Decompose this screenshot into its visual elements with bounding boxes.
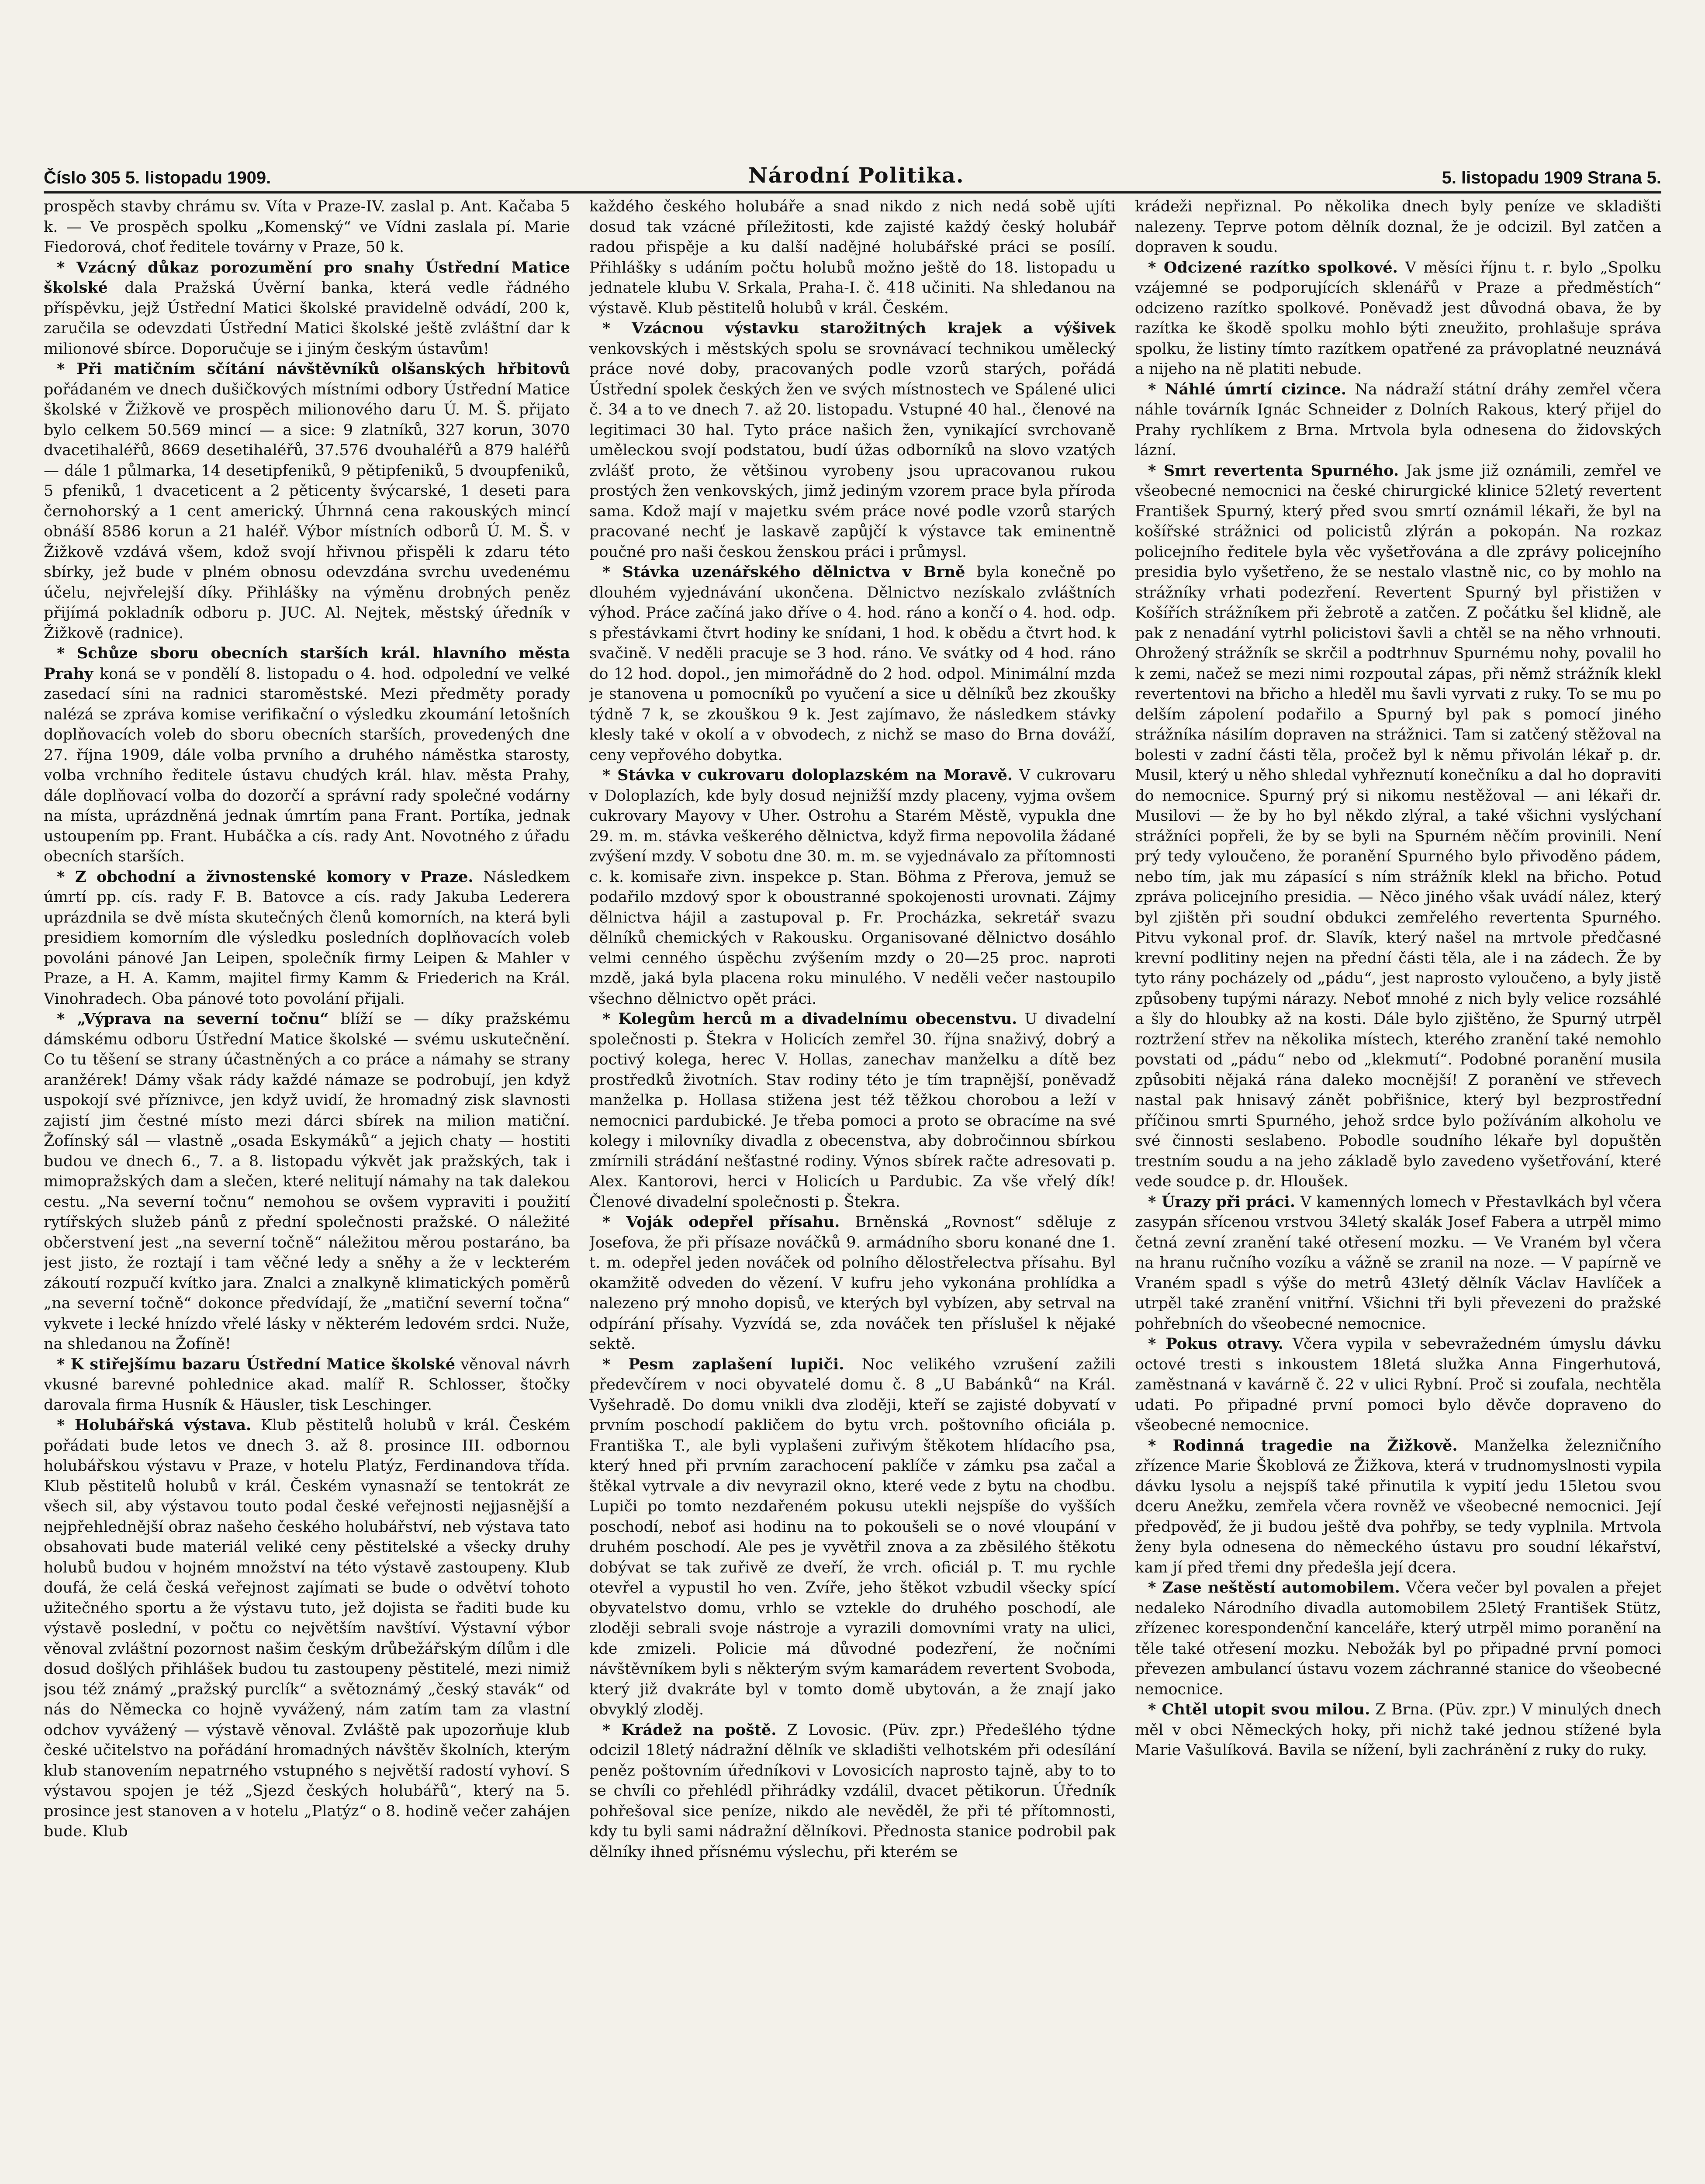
article-paragraph <box>1135 1436 1661 1578</box>
article-headline: * Pokus otravy. <box>1148 1335 1283 1353</box>
article-text: věnoval návrh vkusné barevné pohlednice akad. malíř R. Schlosser, štočky darovala firma Husník & Häusler, tisk Leschinger. <box>44 1355 570 1414</box>
article-paragraph <box>44 867 570 1009</box>
article-text: Brněnská „Rovnost“ sděluje z Josefova, že při přísaze nováčků 9. armádního sboru konané dne 1. t. m. odepřel jeden nováček od polního dělostřelectva přísahu. Byl okamžitě odveden do vězení. V kufru jeho vykonána prohlídka a nalezeno prý mnoho dopisů, ve kterých byl vybízen, aby setrval na odpírání přísahy. Vyzvídá se, zda nováček ten příslušel k nějaké sektě. <box>589 1213 1116 1353</box>
article-headline: * Kolegům herců m a divadelnímu obecenstvu. <box>602 1010 1017 1028</box>
article-paragraph <box>589 1212 1116 1355</box>
page-header <box>44 157 1661 194</box>
column-2 <box>589 197 1116 2184</box>
article-text: venkovských i městských spolu se srovnávací technikou umělecký práce nové doby, pracovaných podle vzorů starých, pořádá Ústřední spolek českých žen ve svých místnostech ve Spálené ulici č. 34 a to ve dnech 7. až 20. listopadu. Vstupné 40 hal., členové na legitimaci 30 hal. Tyto práce našich žen, vynikající svrchovaně uměleckou svojí podstatou, budí úžas odborníků na slovo vzatých zvlášť proto, že většinou vyrobeny jsou upracovanou rukou prostých žen venkovských, jimž jediným vzorem prace byla příroda sama. Kdož mají v majetku svém práce nové podle vzorů starých pracované nechť je laskavě zapůjčí k výstavce tak eminentně poučné pro naši českou ženskou práci i průmysl. <box>589 340 1116 561</box>
article-paragraph <box>44 258 570 359</box>
article-text: U divadelní společnosti p. Štekra v Holicích zemřel 30. října snaživý, dobrý a poctivý kolega, herec V. Hollas, zanechav manželku a dítě bez prostředků životních. Stav rodiny této je tím trapnější, poněvadž manželka p. Hollasa stižena jest též těžkou chorobou a leží v nemocnici pardubické. Je třeba pomoci a proto se obracíme na své kolegy i milovníky divadla z obecenstva, aby dobročinnou sbírkou zmírnili strádání nešťastné rodiny. Výnos sbírek račte adresovati p. Alex. Kantorovi, herci v Holicích u Pardubic. Za vše vřelý dík! Členové divadelní společnosti p. Štekra. <box>589 1010 1116 1211</box>
article-paragraph <box>589 562 1116 765</box>
article-headline: * Vzácný důkaz porozumění pro snahy Ústřední Matice školské <box>44 258 570 297</box>
issue-info: Číslo 305 5. listopadu 1909. <box>44 168 271 187</box>
article-headline: * Holubářská výstava. <box>57 1416 252 1434</box>
article-paragraph <box>1135 1192 1661 1334</box>
article-headline: * Odcizené razítko spolkové. <box>1148 258 1398 276</box>
article-paragraph <box>589 1009 1116 1212</box>
article-headline: * Smrt revertenta Spurného. <box>1148 461 1399 480</box>
article-paragraph <box>589 318 1116 562</box>
article-headline: * „Výprava na severní točnu“ <box>57 1010 329 1028</box>
article-text: Z Lovosic. (Püv. zpr.) Předešlého týdne odcizil 18letý nádražní dělník ve skladišti velhotském při odesílání peněz poštovním úředníkovi v Lovosicích naprosto tajně, aby to to se chvíli co přehlédl přihrádky vzdálil, dvacet pětikorun. Úředník pohřešoval sice peníze, nikdo ale nevěděl, že při té přítomnosti, kdy tu byli sami nádražní dělníkovi. Přednosta stanice podrobil pak dělníky ihned přísnému výslechu, při kterém se <box>589 1721 1116 1861</box>
article-paragraph <box>589 1355 1116 1720</box>
article-text: Klub pěstitelů holubů v král. Českém pořádati bude letos ve dnech 3. až 8. prosince III. odbornou holubářskou výstavu v Praze, v hotelu Platýz, Ferdinandova třída. Klub pěstitelů holubů v král. Českém vynasnaží se tentokrát ze všech sil, aby výstavou touto podal české veřejnosti nejjasnější a nejpřehlednější obraz našeho českého holubářství, neb výstava tato obsahovati bude materiál veliké ceny pěstitelské a všecky druhy holubů budou v hojném množství na této výstavě zastoupeny. Klub doufá, že celá česká veřejnost zajímati se bude o odvětví tohoto užitečného sportu a že výstavu tuto, jež dojista se řaditi bude ku výstavě poslední, v počtu co největším navštíví. Výstavní výbor věnoval zvláštní pozornost našim českým drůbežářským dílům i dle dosud došlých přihlášek budou tu zastoupeny pěstitelé, mezi nimiž jsou též známý „pražský purclík“ a světoznámý „český stavák“ od nás do Německa co hojně vyvážený, nám zatím tam za vlastní odchov vyvážený — výstavě věnoval. Zvláště pak upozorňuje klub české učitelstvo na pořádání hromadných návštěv školních, kterým klub stanovením nepatrného vstupného s největší radostí vyhoví. S výstavou spojen je též „Sjezd českých holubářů“, který na 5. prosince jest stanoven a v hotelu „Platýz“ o 8. hodině večer zahájen bude. Klub <box>44 1417 570 1840</box>
article-paragraph <box>44 1009 570 1355</box>
article-paragraph <box>44 1415 570 1842</box>
article-text: Na nádraží státní dráhy zemřel včera náhle továrník Ignác Schneider z Dolních Rakous, který přijel do Prahy rychlíkem z Brna. Mrtvola byla odnesena do židovských lázní. <box>1135 380 1661 459</box>
article-text: V cukrovaru v Doloplazích, kde byly dosud nejnižší mzdy placeny, vyjma ovšem cukrovary Mayovy v Uher. Ostrohu a Starém Městě, vypukla dne 29. m. m. stávka veškerého dělnictva, když firma nepovolila žádané zvýšení mzdy. V sobotu dne 30. m. m. se vyjednávalo za přítomnosti c. k. komisaře zivn. inspekce p. Stan. Böhma z Přerova, jemuž se podařilo mzdový spor k oboustranné spokojenosti urovnati. Zájmy dělnictva hájil a zastupoval p. Fr. Procházka, sekretář svazu dělníků chemických v Rakousku. Organisované dělnictvo dosáhlo velmi cenného úspěchu zvýšením mzdy o 20—25 proc. naproti mzdě, jaká byla placena roku minulého. V neděli večer nastoupilo všechno dělnictvo opět práci. <box>589 767 1116 1008</box>
article-text: Následkem úmrtí pp. cís. rady F. B. Batovce a cís. rady Jakuba Lederera uprázdnila se dvě místa skutečných členů komorních, na která byli presidiem komorním dle výsledku posledních doplňovacích voleb povoláni pánové Jan Leipen, společník firmy Leipen & Mahler v Praze, a H. A. Kamm, majitel firmy Kamm & Friederich na Král. Vinohradech. Oba pánové toto povolání přijali. <box>44 868 570 1008</box>
page-info: 5. listopadu 1909 Strana 5. <box>1442 168 1661 187</box>
article-paragraph <box>1135 197 1661 258</box>
article-headline: * Pesm zaplašení lupiči. <box>602 1355 844 1373</box>
article-paragraph <box>44 1355 570 1416</box>
article-text: každého českého holubáře a snad nikdo z nich nedá sobě ujíti dosud tak vzácné příležitosti, kde zajisté každý český holubář radou přispěje a ku další nadějné holubářské práci se posílí. Přihlášky s udáním počtu holubů možno ještě do 18. listopadu u jednatele klubu V. Srkala, Praha-I. č. 418 učiniti. Na shledanou na výstavě. Klub pěstitelů holubů v král. Českém. <box>589 198 1116 317</box>
article-headline: * Rodinná tragedie na Žižkově. <box>1148 1436 1458 1455</box>
article-paragraph <box>1135 258 1661 380</box>
article-headline: * Zase neštěstí automobilem. <box>1148 1579 1400 1597</box>
article-text: pořádaném ve dnech dušičkových místními odbory Ústřední Matice školské v Žižkově ve prospěch milionového daru Ú. M. Š. přijato bylo celkem 50.569 mincí — a sice: 9 zlatníků, 327 korun, 3070 dvacetihaléřů, 8669 desetihaléřů, 37.576 dvouhaléřů a 879 haléřů — dále 1 půlmarka, 14 desetipfeniků, 9 pětipfeniků, 5 dvoupfeniků, 5 pfeniků, 1 dvaceticent a 2 pěticenty švýcarské, 1 deseti para černohorský a 1 cent americký. Úhrnná cena rakouských mincí obnáší 8586 korun a 21 haléř. Výbor místních odborů Ú. M. Š. v Žižkově vzdává všem, kdož svojí hřivnou přispěli k zdaru této sbírky, jež bude v plném obnosu odevzdána svrchu uvedenému účelu, nejvřelejší díky. Přihlášky na výměnu drobných peněz přijímá pokladník odboru p. JUC. Al. Nejtek, městský úředník v Žižkově (radnice). <box>44 380 570 642</box>
article-headline: * Chtěl utopit svou milou. <box>1148 1700 1370 1718</box>
article-headline: * Při matičním sčítání návštěvníků olšanských hřbitovů <box>57 360 570 378</box>
article-text: Noc velikého vzrušení zažili předevčírem v noci obyvatelé domu č. 8 „U Babánků“ na Král. Vyšehradě. Do domu vnikli dva zloději, kteří se zajisté dobyvatí v prvním poschodí pakličem do bytu vrch. poštovního oficiála p. Františka T., ale byli vyplašeni zuřivým štěkotem hlídacího psa, který hned při prvním zarachocení paklíče v zámku psa začal a štěkal vytrvale a div nevyrazil okno, které vede z bytu na chodbu. Lupiči po tomto nezdařeném pokusu utekli nejspíše do vyšších poschodí, neboť asi hodinu na to pokoušeli se o nové vloupání v druhém poschodí. Ale pes je vyvětřil znova a za zběsilého štěkotu dobývat se tak zuřivě ze dveří, že vrch. oficiál p. T. mu rychle otevřel a vypustil ho ven. Zvíře, jeho štěkot vzbudil všecky spící obyvatelstvo domu, vrhlo se vztekle do druhého poschodí, ale zloději sebrali svoje nástroje a vyrazili domovními vraty na ulici, kde zmizeli. Policie má důvodné podezření, že nočními návštěvníkem byli s některým svým kamarádem revertent Svoboda, který již dvakráte byl v tomto domě ubytován, a že znají jako obvyklý zloděj. <box>589 1355 1116 1718</box>
article-headline: * Náhlé úmrtí cizince. <box>1148 380 1346 398</box>
column-1 <box>44 197 570 2184</box>
column-3 <box>1135 197 1661 2184</box>
article-paragraph <box>589 197 1116 318</box>
article-paragraph <box>589 765 1116 1009</box>
article-paragraph <box>1135 380 1661 461</box>
article-headline: * Krádež na poště. <box>602 1721 777 1739</box>
article-paragraph <box>1135 1334 1661 1436</box>
article-headline: * Úrazy při práci. <box>1148 1192 1295 1211</box>
article-text: Včera večer byl povalen a přejet nedaleko Národního divadla automobilem 25letý František Stütz, zřízenec korespondenční kanceláře, který utrpěl mimo poranění na těle také otřesení mozku. Nebožák byl po připadné první pomoci převezen ambulancí ústavu vozem záchranné stanice do všeobecné nemocnice. <box>1135 1579 1661 1698</box>
article-headline: * Stávka v cukrovaru doloplazském na Moravě. <box>602 766 1013 784</box>
article-paragraph <box>1135 1578 1661 1700</box>
article-paragraph <box>1135 461 1661 1192</box>
article-paragraph <box>44 197 570 258</box>
article-text: V měsíci říjnu t. r. bylo „Spolku vzájemné se podporujících sklenářů v Praze a předměstích“ odcizeno razítko spolkové. Poněvadž jest důvodná obava, že by razítka ke škodě spolku mohlo býti zneužito, prohlašuje správa spolku, že listiny tímto razítkem opatřené za právoplatné neuznává a nijeho na ně platiti nebude. <box>1135 259 1661 378</box>
article-paragraph <box>44 359 570 643</box>
article-text: byla konečně po dlouhém vyjednávání ukončena. Dělnictvo nezískalo zvláštních výhod. Práce začíná jako dříve o 4. hod. ráno a končí o 4. hod. odp. s přestávkami čtvrt hodiny ke snídani, 1 hod. k obědu a čtvrt hod. k svačině. V neděli pracuje se 3 hod. ráno. Ve svátky od 4 hod. ráno do 12 hod. dopol., jen mimořádně do 2 hod. odpol. Minimální mzda je stanovena u pomocníků po vyučení a sice u dělníků bez zkoušky týdně 7 k, se zkouškou 9 k. Jest zajímavo, že následkem stávky klesly také v okolí a v obvodech, z nichž se maso do Brna dováží, ceny vepřového dobytka. <box>589 563 1116 764</box>
article-text: Manželka železničního zřízence Marie Škoblová ze Žižkova, která v trudnomyslnosti vypila dávku lysolu a nejspíš také přinutila k vypití jedu 15letou svou dceru Anežku, zemřela včera rovněž ve všeobecné nemocnici. Její předpověď, že ji budou ještě dva pohřby, se tedy vyplnila. Mrtvola ženy byla odnesena do německého ústavu pro soudní lékařství, kam jí před třemi dny předešla její dcera. <box>1135 1437 1661 1576</box>
article-text: koná se v pondělí 8. listopadu o 4. hod. odpolední ve velké zasedací síni na radnici staroměstské. Mezi předměty porady nalézá se zpráva komise verifikační o výsledku zkoumání letošních doplňovacích voleb do sboru obecních starších, provedených dne 27. října 1909, dále volba prvního a druhého náměstka starosty, volba vrchního ředitele ústavu chudých král. hlav. města Prahy, dále doplňovací volba do dozorčí a správní rady společné vodárny na místa, uprázdněná jednak úmrtím pana Frant. Portíka, jednak ustoupením pp. Frant. Hubáčka a cís. rady Ant. Novotného z úřadu obecních starších. <box>44 665 570 865</box>
article-text: Jak jsme již oznámili, zemřel ve všeobecné nemocnici na české chirurgické klinice 52letý revertent František Spurný, který před svou smrtí oznámil lékaři, že byl na košířské strážnici od policistů zlýrán a pokopán. Na rozkaz policejního ředitele byla věc vyšetřována a dle zprávy policejního presidia bylo vyšetřeno, že se nestalo vlastně nic, co by mohlo na strážníky vrhati podezření. Revertent Spurný byl přistižen v Košířích strážníkem při žebrotě a zatčen. Z počátku šel klidně, ale pak z nenadání vytrhl policistovi šavli a chtěl se na něho vrhnouti. Ohrožený strážník se skrčil a podtrhnuv Spurnému nohy, povalil ho k zemi, načež se mezi nimi rozpoutal zápas, při němž strážník klekl revertentovi na břicho a hleděl mu šavli vyrvati z ruky. To se mu po delším zápolení podařilo a Spurný byl pak s pomocí jiného strážníka násilím dopraven na strážnici. Tam si zatčený stěžoval na bolesti v zadní části těla, pročež byl k němu přivolán lékař p. dr. Musil, který u něho shledal vyhřeznutí konečníku a dal ho dopraviti do nemocnice. Spurný prý si nikomu nestěžoval — ani lékaři dr. Musilovi — že by ho byl někdo zlýral, a také všichni vyslýchaní strážníci popřeli, že by se byli na Spurném něčím provinili. Není prý tedy vyloučeno, že poranění Spurného bylo přivoděno pádem, nebo tím, jak mu zápasící s ním strážník klekl na břicho. Potud zpráva policejního presidia. — Něco jiného však uvádí nález, který byl zjištěn při soudní obdukci zemřelého revertenta Spurného. Pitvu vykonal prof. dr. Slavík, který našel na mrtvole předčasné krevní podlitiny nejen na přední části těla, ale i na zádech. Že by tyto rány pocházely od „pádu“, jest naprosto vyloučeno, a byly jistě způsobeny tupými nárazy. Neboť mnohé z nich byly velice rozsáhlé a šly do hloubky až na kosti. Dále bylo zjištěno, že Spurný utrpěl roztržení střev na několika místech, kterého zranění také nemohlo povstati od „pádu“ nebo od „klekmutí“. Podobné poranění musila způsobiti nějaká rána daleko mocnější! Z poranění ve střevech nastal pak hnisavý zánět pobřišnice, který byl bezprostřední příčinou smrti Spurného, jehož srdce bylo požíváním alkoholu ve své činnosti seslabeno. Pobodle soudního lékaře byl dopuštěn trestním soudu a na jeho základě bylo zavedeno vyšetřování, které vede soudce p. dr. Hloušek. <box>1135 462 1661 1190</box>
article-text: Z Brna. (Püv. zpr.) V minulých dnech měl v obci Německých hoky, při nichž také jednou stížené byla Marie Vašulíková. Bavila se nížení, byli zachránění z ruky do ruky. <box>1135 1701 1661 1759</box>
article-headline: * Schůze sboru obecních starších král. hlavního města Prahy <box>44 644 570 683</box>
article-text: V kamenných lomech v Přestavlkách byl včera zasypán sřícenou vrstvou 34letý skalák Josef Fabera a utrpěl mimo četná zevní zranění také otřesení mozku. — Ve Vraném byl včera na hranu ručního vozíku a vážně se zranil na noze. — V papírně ve Vraném spadl s výše do metrů 43letý dělník Václav Havlíček a utrpěl také zranění vnitřní. Všichni tři byli převezeni do pražské pohřebních do všeobecné nemocnice. <box>1135 1193 1661 1333</box>
article-paragraph <box>589 1720 1116 1863</box>
article-headline: * Stávka uzenářského dělnictva v Brně <box>602 563 965 581</box>
article-headline: * Z obchodní a živnostenské komory v Praze. <box>57 867 474 886</box>
masthead-title: Národní Politika. <box>748 163 965 188</box>
article-text: dala Pražská Úvěrní banka, která vedle řádného příspěvku, jejž Ústřední Matici školské pravidelně odvádí, 200 k, zaručila se odevzdati Ústřední Matici školské ještě zvláštní dar k milionové sbírce. Doporučuje se i jiným českým ústavům! <box>44 279 570 358</box>
article-paragraph <box>1135 1700 1661 1761</box>
article-headline: * Voják odepřel přísahu. <box>602 1213 840 1231</box>
article-headline: * Vzácnou výstavku starožitných krajek a výšivek <box>602 319 1116 337</box>
article-headline: * K stiřejšímu bazaru Ústřední Matice školské <box>57 1355 456 1373</box>
article-text: krádeži nepřiznal. Po několika dnech byly peníze ve skladišti nalezeny. Teprve potom dělník doznal, že je odcizil. Byl zatčen a dopraven k soudu. <box>1135 198 1661 256</box>
text-columns <box>44 197 1661 2184</box>
article-text: Včera vypila v sebevražedném úmyslu dávku octové tresti s inkoustem 18letá služka Anna Fingerhutová, zaměstnaná v kavárně č. 22 v ulici Rybní. Proč si zoufala, nechtěla udati. Po připadné první pomoci bylo děvče dopraveno do všeobecné nemocnice. <box>1135 1335 1661 1434</box>
article-paragraph <box>44 643 570 867</box>
article-text: blíží se — díky pražskému dámskému odboru Ústřední Matice školské — svému uskutečnění. Co tu těšení se strany účastněných a co práce a námahy se strany aranžérek! Dámy však rády každé námaze se podrobují, jen když uspokojí své příznivce, jen když uvidí, že hromadný zisk slavnosti zajistí jim čestné místo mezi dárci sbírek na milion matiční. Žofínský sál — vlastně „osada Eskymáků“ a jejich chaty — hostiti budou ve dnech 6., 7. a 8. listopadu výkvět jak pražských, tak i mimopražských dam a slečen, které nelitují námahy na tak dalekou cestu. „Na severní točnu“ nemohou se ovšem vypraviti i použití rytířských služeb pánů z přední společnosti pražské. O náležité občerstvení jest „na severní točně“ náležitou měrou postaráno, ba jest jisto, že roztají i tam věčné ledy a sněhy a že v leckterém zákoutí rozpučí kvítko jara. Znalci a znalkyně klimatických poměrů „na severní točně“ dokonce předvídají, že „matiční severní točna“ vykvete i lecké hnízdo vřelé lásky v některém ledovém srdci. Nuže, na shledanou na Žofíně! <box>44 1010 570 1353</box>
article-text: prospěch stavby chrámu sv. Víta v Praze-IV. zaslal p. Ant. Kačaba 5 k. — Ve prospěch spolku „Komenský“ ve Vídni zaslala pí. Marie Fiedorová, choť ředitele továrny v Praze, 50 k. <box>44 198 570 256</box>
